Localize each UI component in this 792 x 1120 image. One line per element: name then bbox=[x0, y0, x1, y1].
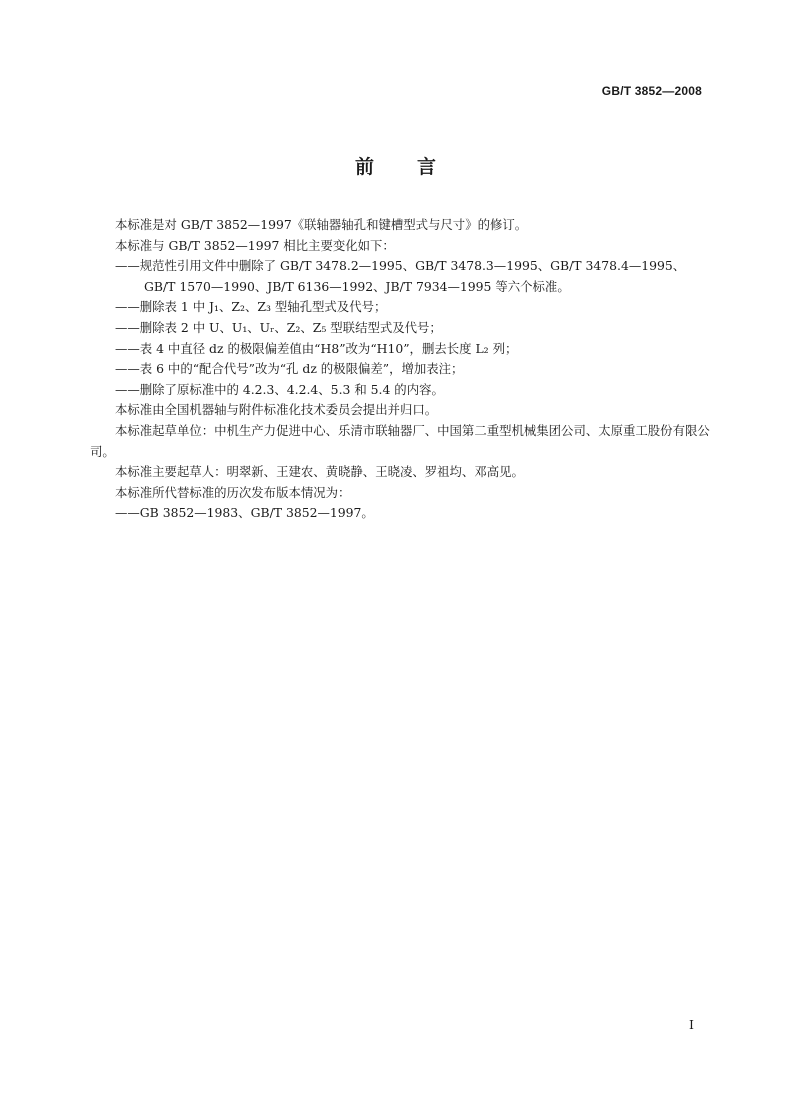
list-item-table1: ——删除表 1 中 J₁、Z₂、Z₃ 型轴孔型式及代号； bbox=[115, 299, 387, 315]
paragraph-drafters: 本标准主要起草人：明翠新、王建农、黄晓静、王晓凌、罗祖均、邓高见。 bbox=[115, 464, 524, 480]
title-char-2: 言 bbox=[417, 156, 438, 178]
paragraph-proposed-by: 本标准由全国机器轴与附件标准化技术委员会提出并归口。 bbox=[115, 402, 438, 418]
list-item-table4: ——表 4 中直径 dz 的极限偏差值由“H8”改为“H10”，删去长度 L₂ 列； bbox=[115, 340, 518, 356]
page-number: I bbox=[689, 1017, 694, 1032]
paragraph-revision: 本标准是对 GB/T 3852—1997《联轴器轴孔和键槽型式与尺寸》的修订。 bbox=[115, 217, 528, 232]
paragraph-changes-intro: 本标准与 GB/T 3852—1997 相比主要变化如下： bbox=[115, 237, 395, 253]
list-item-table2: ——删除表 2 中 U、U₁、Uᵣ、Z₂、Z₅ 型联结型式及代号； bbox=[115, 319, 442, 335]
page-title bbox=[0, 152, 792, 179]
paragraph-drafting-units: 本标准起草单位：中机生产力促进中心、乐清市联轴器厂、中国第二重型机械集团公司、太原重工股份有限公司。 bbox=[90, 422, 710, 459]
list-item-references: ——规范性引用文件中删除了 GB/T 3478.2—1995、GB/T 3478.3—1995、GB/T 3478.4—1995、 bbox=[115, 258, 686, 274]
foreword-body bbox=[90, 215, 715, 524]
list-item-deleted-clauses: ——删除了原标准中的 4.2.3、4.2.4、5.3 和 5.4 的内容。 bbox=[115, 381, 444, 397]
paragraph-history-intro: 本标准所代替标准的历次发布版本情况为： bbox=[115, 484, 351, 500]
list-item-table6: ——表 6 中的“配合代号”改为“孔 dz 的极限偏差”，增加表注； bbox=[115, 361, 464, 377]
standard-number: GB/T 3852—2008 bbox=[601, 84, 702, 98]
title-char-1: 前 bbox=[354, 156, 375, 178]
list-item-history: ——GB 3852—1983、GB/T 3852—1997。 bbox=[115, 505, 374, 521]
list-item-references-cont: GB/T 1570—1990、JB/T 6136—1992、JB/T 7934—1995 等六个标准。 bbox=[144, 278, 570, 294]
